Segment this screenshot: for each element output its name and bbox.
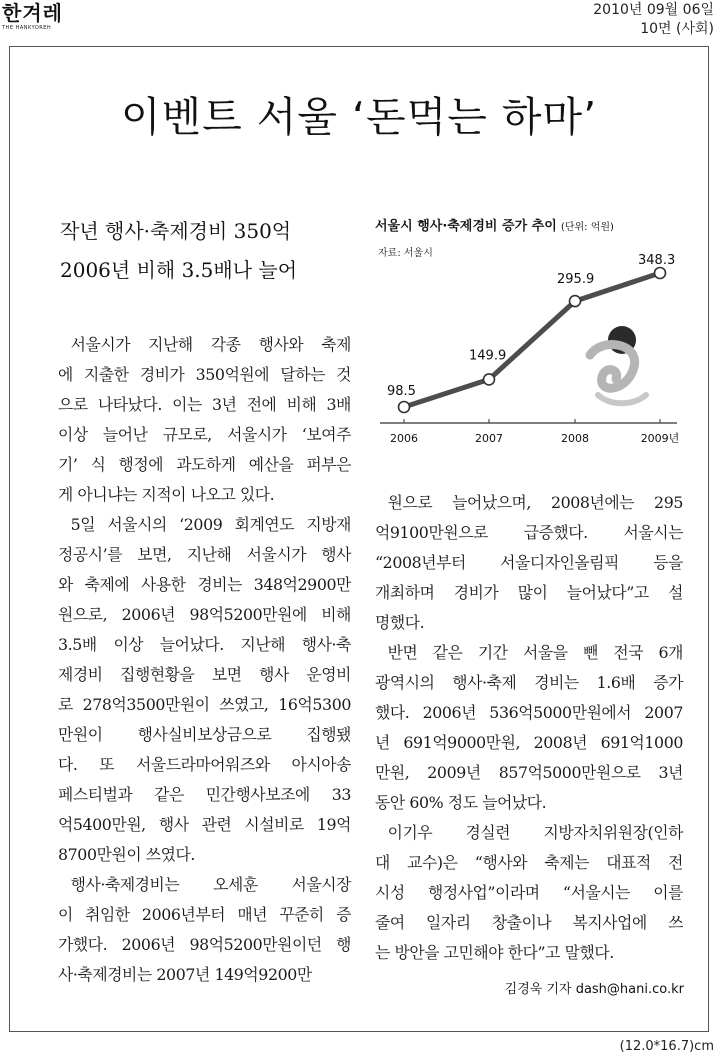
body-line: 억9100만원으로 급증했다. 서울시는 [375,523,683,542]
size-note: (12.0*16.7)cm [619,1039,714,1054]
body-line: 만원이 행사실비보상금으로 집행됐 [58,725,351,744]
body-line: 원으로, 2006년 98억5200만원에 비해 [58,605,351,624]
article-body-right [375,488,683,968]
data-point [399,402,410,413]
byline: 김경욱 기자 dash@hani.co.kr [504,982,684,997]
body-line: 으로 나타났다. 이는 3년 전에 비해 3배 [58,395,351,414]
body-line: 원으로 늘어났으며, 2008년에는 295 [387,493,683,512]
body-line: 5일 서울시의 ‘2009 회계연도 지방재 [70,515,351,534]
body-line: 게 아니냐는 지적이 나오고 있다. [58,485,275,504]
article-body-left [58,330,351,990]
body-line: 이상 늘어난 규모로, 서울시가 ‘보여주 [58,425,351,444]
value-label: 149.9 [469,348,507,364]
body-line: 했다. 2006년 536억5000만원에서 2007 [375,703,683,722]
body-line: 만원, 2009년 857억5000만원으로 3년 [375,763,683,782]
logo-subtitle: THE HANKYOREH [2,25,52,31]
body-line: 대 교수)은 “행사와 축제는 대표적 전 [375,853,683,872]
data-point [655,268,666,279]
emblem-graphic [590,326,646,403]
body-line: 반면 같은 기간 서울을 뺀 전국 6개 [387,643,683,662]
publication-date: 2010년 09월 06일 [593,2,714,18]
body-line: 년 691억9000만원, 2008년 691억1000 [375,733,683,752]
x-tick-label: 2009년 [640,432,680,445]
x-tick-label: 2007 [475,432,503,445]
body-line: 기’ 식 행정에 과도하게 예산을 퍼부은 [58,455,351,474]
subheadline-2: 2006년 비해 3.5배나 늘어 [60,258,298,282]
x-tick-label: 2008 [561,432,589,445]
body-line: 페스티벌과 같은 민간행사보조에 33 [58,785,351,804]
value-label: 348.3 [638,253,676,268]
masthead-logo [2,2,80,32]
body-line: 가했다. 2006년 98억5200만원이던 행 [58,935,351,954]
publication-meta [593,1,714,39]
value-label: 98.5 [387,384,416,399]
value-label: 295.9 [557,272,595,288]
body-line: 줄여 일자리 창출이나 복지사업에 쓰 [375,913,683,932]
body-line: 사·축제경비는 2007년 149억9200만 [58,965,312,984]
body-line: 8700만원이 쓰였다. [58,845,196,864]
body-line: 와 축제에 사용한 경비는 348억2900만 [58,575,351,594]
body-line: 는 방안을 고민해야 한다”고 말했다. [375,943,614,962]
body-line: 다. 또 서울드라마어워즈와 아시아송 [58,755,351,774]
body-line: 행사·축제경비는 오세훈 서울시장 [70,875,351,894]
body-line: 3.5배 이상 늘어났다. 지난해 행사·축 [58,635,351,654]
page-section: 10면 (사회) [640,21,714,37]
body-line: 정공시’를 보면, 지난해 서울시가 행사 [58,545,351,564]
body-line: 로 278억3500만원이 쓰였고, 16억5300 [58,695,351,714]
body-line: 시성 행정사업”이라며 “서울시는 이를 [375,883,683,902]
logo-text: 한겨레 [2,1,63,25]
chart-title-text: 서울시 행사·축제경비 증가 추이 [375,219,557,234]
data-point [484,374,495,385]
subheadline-1: 작년 행사·축제경비 350억 [60,219,292,243]
x-tick-label: 2006 [390,432,418,445]
body-line: 이기우 경실련 지방자치위원장(인하 [387,823,683,842]
chart-source: 자료: 서울시 [378,248,433,259]
data-point [570,296,581,307]
body-line: 제경비 집행현황을 보면 행사 운영비 [58,665,351,684]
body-line: 에 지출한 경비가 350억원에 달하는 것 [58,365,351,384]
body-line: 억5400만원, 행사 관련 시설비로 19억 [58,815,351,834]
headline: 이벤트 서울 ‘돈먹는 하마’ [120,93,598,141]
body-line: 이 취임한 2006년부터 매년 꾸준히 증 [58,905,351,924]
body-line: 서울시가 지난해 각종 행사와 축제 [70,335,351,354]
body-line: 개최하며 경비가 많이 늘어났다”고 설 [375,583,683,602]
chart-title [375,215,614,234]
body-line: 명했다. [375,613,425,632]
line-chart [372,245,692,450]
body-line: 동안 60% 정도 늘어났다. [375,793,547,812]
chart-unit: (단위: 억원) [560,222,614,233]
body-line: 광역시의 행사·축제 경비는 1.6배 증가 [375,673,683,692]
body-line: “2008년부터 서울디자인올림픽 등을 [375,553,683,572]
